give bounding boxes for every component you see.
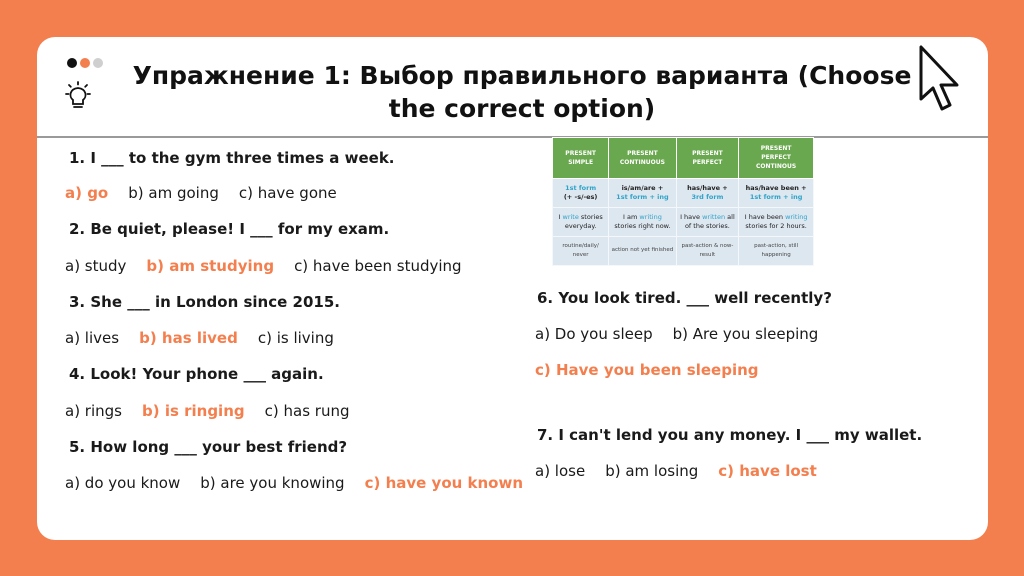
- table-usage-cell: past-action, still happening: [739, 236, 814, 265]
- options-row-2: [65, 256, 482, 276]
- example-part: writing: [639, 212, 662, 221]
- answer-option[interactable]: a) study: [65, 257, 127, 275]
- form-line: has/have +: [687, 183, 728, 192]
- answer-option[interactable]: c) have been studying: [294, 257, 462, 275]
- table-usage-row: [553, 236, 814, 265]
- example-part: stories right now.: [614, 221, 671, 230]
- correct-option[interactable]: c) Have you been sleeping: [535, 361, 759, 379]
- header-line: PERFECT CONTINOUS: [756, 154, 797, 171]
- header-line: PRESENT: [565, 149, 596, 157]
- question-2: 2. Be quiet, please! I ___ for my exam.: [69, 220, 390, 238]
- form-line: has/have been +: [745, 183, 807, 192]
- answer-option[interactable]: a) Do you sleep: [535, 325, 653, 343]
- options-row-4: [65, 401, 369, 421]
- form-line: 1st form + ing: [616, 192, 669, 201]
- question-7: 7. I can't lend you any money. I ___ my wallet.: [537, 426, 923, 444]
- table-usage-cell: action not yet finished: [609, 236, 676, 265]
- example-part: I am: [623, 212, 640, 221]
- options-row-5: [65, 473, 543, 493]
- header-line: PRESENT: [692, 149, 723, 157]
- correct-option[interactable]: b) is ringing: [142, 402, 245, 420]
- slide-card: [37, 37, 988, 540]
- table-form-cell: [609, 178, 676, 207]
- dot-gray: [93, 58, 103, 68]
- header-divider: [37, 136, 988, 138]
- header-line: PRESENT: [760, 145, 792, 153]
- example-part: write: [562, 212, 579, 221]
- table-form-cell: [676, 178, 739, 207]
- table-header-row: [553, 138, 814, 179]
- header-line: CONTINUOUS: [619, 158, 665, 166]
- form-line: (+ -s/-es): [563, 192, 598, 201]
- answer-option[interactable]: b) am going: [128, 184, 219, 202]
- form-line: is/am/are +: [621, 183, 664, 192]
- table-form-cell: [553, 178, 609, 207]
- table-header-cell: [739, 138, 814, 179]
- table-header-cell: [609, 138, 676, 179]
- table-usage-cell: past-action & now-result: [676, 236, 739, 265]
- table-form-cell: [739, 178, 814, 207]
- correct-option[interactable]: b) has lived: [139, 329, 238, 347]
- options-row-6-answer: [535, 360, 779, 380]
- answer-option[interactable]: a) do you know: [65, 474, 181, 492]
- table-example-cell: [739, 207, 814, 236]
- window-dots: [67, 58, 103, 68]
- answer-option[interactable]: c) is living: [257, 329, 334, 347]
- question-1: 1. I ___ to the gym three times a week.: [69, 149, 395, 167]
- answer-option[interactable]: a) lose: [535, 462, 586, 480]
- question-6: 6. You look tired. ___ well recently?: [537, 289, 832, 307]
- table-example-cell: [553, 207, 609, 236]
- options-row-3: [65, 328, 354, 348]
- answer-option[interactable]: a) rings: [65, 402, 122, 420]
- header-line: SIMPLE: [568, 158, 594, 166]
- correct-option[interactable]: c) have you known: [364, 474, 524, 492]
- answer-option[interactable]: b) are you knowing: [200, 474, 345, 492]
- example-part: I have been: [744, 212, 786, 221]
- question-5: 5. How long ___ your best friend?: [69, 438, 348, 456]
- form-line: 1st form + ing: [749, 192, 803, 201]
- form-line: 1st form: [565, 183, 597, 192]
- header-line: PRESENT: [627, 149, 658, 157]
- question-3: 3. She ___ in London since 2015.: [69, 293, 340, 311]
- example-part: I: [558, 212, 563, 221]
- answer-option[interactable]: c) have gone: [238, 184, 337, 202]
- table-example-cell: [676, 207, 739, 236]
- answer-option[interactable]: b) am losing: [605, 462, 699, 480]
- example-part: writing: [785, 212, 808, 221]
- table-header-cell: [553, 138, 609, 179]
- tenses-table: [552, 137, 814, 266]
- table-example-cell: [609, 207, 676, 236]
- example-part: all of the stories.: [684, 212, 735, 230]
- form-line: 3rd form: [691, 192, 724, 201]
- correct-option[interactable]: b) am studying: [146, 257, 275, 275]
- lightbulb-icon: [63, 81, 93, 111]
- example-part: written: [702, 212, 726, 221]
- options-row-6: [535, 324, 838, 344]
- answer-option[interactable]: a) lives: [65, 329, 120, 347]
- answer-option[interactable]: c) has rung: [264, 402, 350, 420]
- example-part: stories everyday.: [564, 212, 603, 230]
- pointer-cursor-icon: [917, 43, 963, 113]
- slide-title: Упражнение 1: Выбор правильного варианта (Choose the correct option): [132, 61, 912, 123]
- answer-option[interactable]: b) Are you sleeping: [672, 325, 819, 343]
- question-4: 4. Look! Your phone ___ again.: [69, 365, 324, 383]
- table-usage-cell: routine/daily/ never: [553, 236, 609, 265]
- options-row-7: [535, 461, 837, 481]
- example-part: I have: [680, 212, 703, 221]
- options-row-1: [65, 183, 357, 203]
- correct-option[interactable]: c) have lost: [718, 462, 817, 480]
- example-part: stories for 2 hours.: [745, 221, 807, 230]
- table-forms-row: [553, 178, 814, 207]
- correct-option[interactable]: a) go: [65, 184, 109, 202]
- table-examples-row: [553, 207, 814, 236]
- dot-orange: [80, 58, 90, 68]
- table-header-cell: [676, 138, 739, 179]
- dot-black: [67, 58, 77, 68]
- header-line: PERFECT: [692, 158, 723, 166]
